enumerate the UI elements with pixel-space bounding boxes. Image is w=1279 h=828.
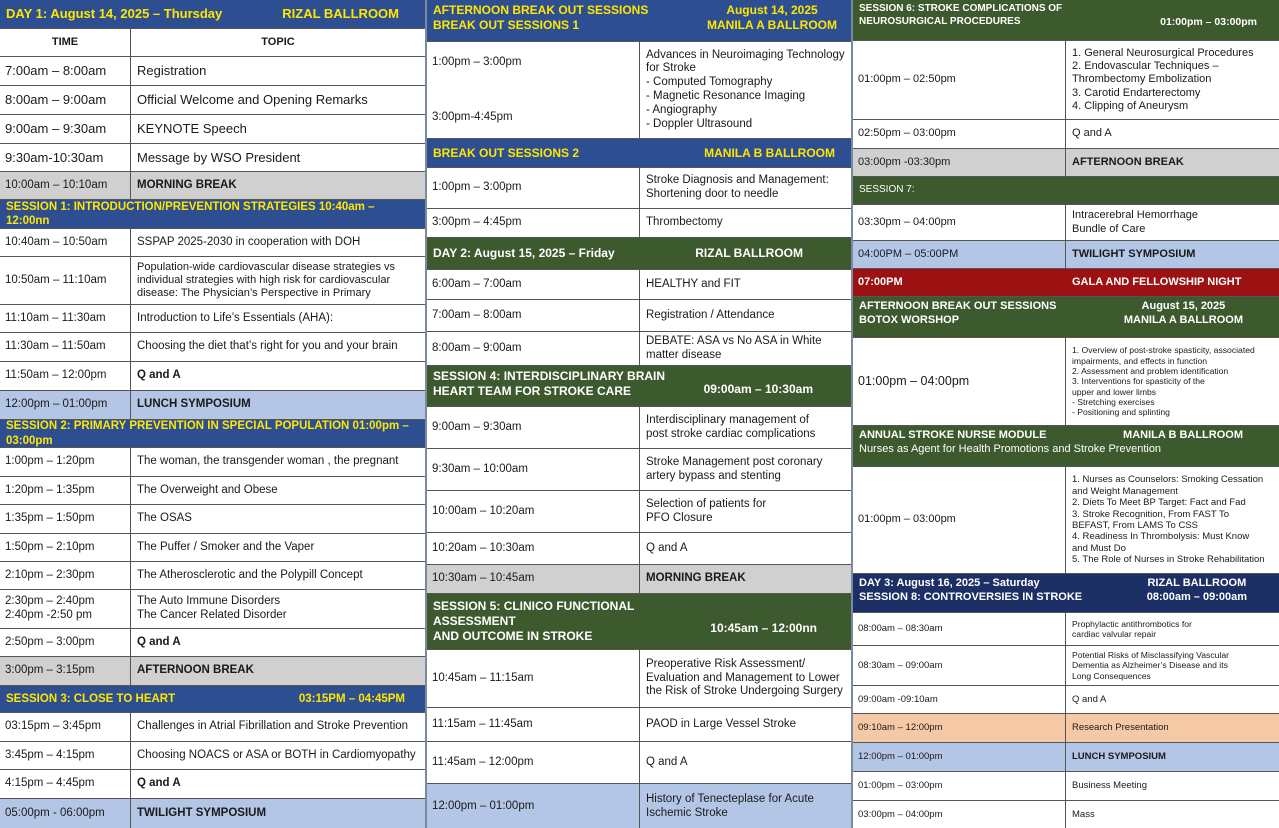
breakout2-header — [427, 139, 851, 168]
table-row — [427, 168, 851, 209]
table-row — [853, 646, 1279, 686]
table-header-row — [0, 29, 425, 57]
topic-cell: LUNCH SYMPOSIUM — [137, 398, 251, 411]
nurse-module-subtitle: Nurses as Agent for Health Promotions and Stroke Prevention — [859, 442, 1162, 455]
time-cell: 10:00am – 10:10am — [0, 172, 131, 199]
day1-title: DAY 1: August 14, 2025 – Thursday — [6, 5, 223, 21]
topic-cell: Prophylactic antithrombotics for cardiac valvular repair — [1072, 618, 1192, 639]
session1-header — [0, 200, 425, 229]
table-row — [427, 407, 851, 449]
topic-cell: Research Presentation — [1072, 722, 1169, 734]
table-row — [0, 713, 425, 742]
time-cell: 11:50am – 12:00pm — [0, 362, 131, 390]
time-cell: 04:00PM – 05:00PM — [853, 241, 1066, 268]
day3-venue: RIZAL BALLROOM 08:00am – 09:00am — [1146, 577, 1247, 603]
time-cell: 1:00pm – 3:00pm — [427, 168, 640, 208]
time-cell: 10:20am – 10:30am — [427, 533, 640, 564]
table-row — [0, 742, 425, 770]
lunch-row — [0, 391, 425, 420]
break-row — [853, 149, 1279, 177]
topic-cell: LUNCH SYMPOSIUM — [1072, 751, 1166, 763]
breakout1-header — [427, 0, 851, 42]
session2-header — [0, 420, 425, 448]
topic-cell: Interdisciplinary management of post stroke cardiac complications — [646, 413, 816, 440]
table-row — [427, 449, 851, 491]
session6-header — [853, 0, 1279, 41]
topic-cell: Q and A — [646, 541, 688, 554]
topic-cell: MORNING BREAK — [137, 178, 237, 191]
table-row — [853, 686, 1279, 714]
time-cell: 10:00am – 10:20am — [427, 491, 640, 532]
table-row — [427, 332, 851, 366]
session5-title: SESSION 5: CLINICO FUNCTIONAL ASSESSMENT AND OUTCOME IN STROKE — [433, 599, 635, 643]
time-cell: 03:15pm – 3:45pm — [0, 713, 131, 741]
topic-cell: Q and A — [137, 369, 181, 382]
time-cell: 1:00pm – 1:20pm — [0, 448, 131, 476]
table-row — [427, 708, 851, 742]
time-cell: 02:50pm – 03:00pm — [853, 120, 1066, 148]
table-row — [0, 770, 425, 799]
topic-cell: TWILIGHT SYMPOSIUM — [1072, 247, 1196, 260]
botox-venue: August 15, 2025 MANILA A BALLROOM — [1123, 300, 1243, 326]
topic-cell: History of Tenecteplase for Acute Ischemic Stroke — [646, 793, 814, 819]
time-cell: 10:40am – 10:50am — [0, 229, 131, 256]
topic-cell: KEYNOTE Speech — [137, 121, 247, 137]
time-cell: 03:00pm – 04:00pm — [853, 801, 1066, 828]
table-row — [853, 120, 1279, 149]
table-row — [0, 257, 425, 305]
time-cell: 1:00pm – 3:00pm 3:00pm-4:45pm — [427, 42, 640, 138]
day3-title: DAY 3: August 16, 2025 – Saturday SESSION 8: CONTROVERSIES IN STROKE — [859, 577, 1083, 603]
table-row — [427, 300, 851, 332]
table-row — [427, 209, 851, 238]
time-cell: 10:45am – 11:15am — [427, 650, 640, 707]
table-row — [0, 229, 425, 257]
table-row — [427, 650, 851, 708]
time-cell: 8:00am – 9:00am — [0, 86, 131, 114]
topic-cell: Challenges in Atrial Fibrillation and Stroke Prevention — [137, 720, 409, 733]
time-cell: 07:00PM — [853, 269, 1066, 296]
research-row — [853, 714, 1279, 743]
time-cell: 09:00am -09:10am — [853, 686, 1066, 713]
time-cell: 12:00pm – 01:00pm — [853, 743, 1066, 771]
time-cell: 03:00pm -03:30pm — [853, 149, 1066, 176]
table-row — [0, 305, 425, 333]
topic-cell: Introduction to Life’s Essentials (AHA): — [137, 311, 334, 324]
topic-cell: Q and A — [1072, 693, 1107, 705]
breakout2-venue: MANILA B BALLROOM — [704, 145, 835, 160]
time-cell: 11:30am – 11:50am — [0, 333, 131, 361]
table-row — [853, 338, 1279, 426]
time-cell: 03:30pm – 04:00pm — [853, 205, 1066, 240]
topic-cell: Population-wide cardiovascular disease strategies vs individual strategies with high risk for cardiovascular disease: The Physician’s Perspective in Primary — [137, 260, 396, 300]
nurse-module-title-row — [859, 429, 1273, 443]
table-row — [853, 205, 1279, 241]
topic-cell: Advances in Neuroimaging Technology for Stroke - Computed Tomography - Magnetic Resonance Imaging - Angiography - Doppler Ultrasound — [646, 48, 845, 130]
table-row — [427, 270, 851, 300]
nurse-module-title: ANNUAL STROKE NURSE MODULE — [859, 429, 1047, 441]
time-cell: 12:00pm – 01:00pm — [0, 391, 131, 419]
time-cell: 11:15am – 11:45am — [427, 708, 640, 741]
time-cell: 01:00pm – 03:00pm — [853, 772, 1066, 800]
session1-title: SESSION 1: INTRODUCTION/PREVENTION STRATEGIES 10:40am – 12:00nn — [6, 200, 375, 227]
topic-cell: Registration — [137, 63, 207, 79]
table-row — [0, 629, 425, 657]
topic-cell: MORNING BREAK — [646, 572, 746, 585]
table-row — [0, 448, 425, 477]
time-cell: 05:00pm - 06:00pm — [0, 799, 131, 828]
session7-title: SESSION 7: — [859, 184, 915, 196]
topic-cell: Stroke Diagnosis and Management: Shortening door to needle — [646, 174, 829, 200]
topic-cell: Selection of patients for PFO Closure — [646, 497, 767, 524]
topic-cell: Message by WSO President — [137, 149, 301, 165]
time-cell: 9:30am-10:30am — [0, 144, 131, 171]
topic-cell: Potential Risks of Misclassifying Vascular Dementia as Alzheimer’s Disease and its Long Consequences — [1072, 650, 1229, 681]
time-cell: 01:00pm – 04:00pm — [853, 338, 1066, 425]
session5-header — [427, 594, 851, 650]
topic-cell: 1. Overview of post-stroke spasticity, associated impairments, and effects in function 2. Assessment and problem identification 3. Interventions for spasticity of the upper and lower limbs - Stretching exercises - Positioning and splinting — [1072, 345, 1255, 418]
time-cell: 2:30pm – 2:40pm 2:40pm -2:50 pm — [0, 590, 131, 628]
table-row — [0, 333, 425, 362]
time-cell: 11:45am – 12:00pm — [427, 742, 640, 783]
table-row — [853, 613, 1279, 646]
day1-column — [0, 0, 427, 828]
session3-time: 03:15PM – 04:45PM — [298, 692, 405, 705]
day2-header — [427, 238, 851, 270]
time-cell: 1:35pm – 1:50pm — [0, 505, 131, 533]
day2-title: DAY 2: August 15, 2025 – Friday — [433, 246, 615, 260]
breakout1-venue: August 14, 2025 MANILA A BALLROOM — [707, 3, 837, 32]
topic-cell: Thrombectomy — [646, 216, 723, 229]
time-cell: 4:15pm – 4:45pm — [0, 770, 131, 798]
topic-cell: PAOD in Large Vessel Stroke — [646, 717, 796, 730]
col-topic-heading: TOPIC — [261, 35, 295, 48]
time-cell: 2:50pm – 3:00pm — [0, 629, 131, 656]
table-row — [0, 86, 425, 115]
table-row — [853, 467, 1279, 574]
topic-cell: DEBATE: ASA vs No ASA in White matter disease — [646, 334, 822, 361]
session2-title: SESSION 2: PRIMARY PREVENTION IN SPECIAL POPULATION 01:00pm – 03:00pm — [6, 420, 409, 447]
breakout1-title: AFTERNOON BREAK OUT SESSIONS BREAK OUT SESSIONS 1 — [433, 3, 649, 32]
time-cell: 01:00pm – 02:50pm — [853, 41, 1066, 119]
table-row — [427, 491, 851, 533]
session4-time: 09:00am – 10:30am — [703, 382, 813, 396]
gala-row — [853, 269, 1279, 297]
time-cell: 6:00am – 7:00am — [427, 270, 640, 299]
break-row — [0, 172, 425, 200]
table-row — [427, 533, 851, 565]
col-time-heading: TIME — [0, 29, 131, 56]
topic-cell: AFTERNOON BREAK — [137, 664, 254, 677]
table-row — [853, 801, 1279, 828]
symposium-row — [853, 241, 1279, 269]
day1-venue: RIZAL BALLROOM — [282, 5, 399, 21]
table-row — [0, 477, 425, 505]
time-cell: 09:10am – 12:00pm — [853, 714, 1066, 742]
session4-title: SESSION 4: INTERDISCIPLINARY BRAIN HEART TEAM FOR STROKE CARE — [433, 369, 666, 398]
day1-breakout-day2-column — [427, 0, 853, 828]
session6-title: SESSION 6: STROKE COMPLICATIONS OF NEUROSURGICAL PROCEDURES — [859, 3, 1063, 27]
time-cell: 2:10pm – 2:30pm — [0, 562, 131, 589]
time-cell: 1:50pm – 2:10pm — [0, 534, 131, 561]
table-row — [427, 742, 851, 784]
table-row — [427, 784, 851, 828]
time-cell: 9:30am – 10:00am — [427, 449, 640, 490]
time-cell: 12:00pm – 01:00pm — [427, 784, 640, 828]
topic-cell: The Puffer / Smoker and the Vaper — [137, 540, 315, 553]
symposium-row — [0, 799, 425, 828]
topic-cell: Choosing the diet that’s right for you and your brain — [137, 340, 398, 353]
break-row — [427, 565, 851, 594]
time-cell: 3:45pm – 4:15pm — [0, 742, 131, 769]
breakout2-title: BREAK OUT SESSIONS 2 — [433, 145, 580, 160]
time-cell: 9:00am – 9:30am — [427, 407, 640, 448]
time-cell: 10:30am – 10:45am — [427, 565, 640, 593]
table-row — [0, 505, 425, 534]
topic-cell: Q and A — [137, 777, 181, 790]
topic-cell: AFTERNOON BREAK — [1072, 155, 1184, 168]
topic-cell: The Auto Immune Disorders The Cancer Related Disorder — [137, 595, 287, 621]
time-cell: 08:00am – 08:30am — [853, 613, 1066, 645]
break-row — [0, 657, 425, 686]
time-cell: 3:00pm – 3:15pm — [0, 657, 131, 685]
time-cell: 01:00pm – 03:00pm — [853, 467, 1066, 573]
topic-cell: 1. General Neurosurgical Procedures 2. Endovascular Techniques – Thrombectomy Embolization 3. Carotid Endarterectomy 4. Clipping of Aneurysm — [1072, 47, 1254, 112]
topic-cell: The Overweight and Obese — [137, 483, 278, 496]
topic-cell: Business Meeting — [1072, 780, 1147, 792]
table-row — [0, 144, 425, 172]
topic-cell: The OSAS — [137, 512, 192, 525]
day2-venue: RIZAL BALLROOM — [695, 246, 803, 260]
topic-cell: Choosing NOACS or ASA or BOTH in Cardiomyopathy — [137, 748, 416, 761]
time-cell: 7:00am – 8:00am — [427, 300, 640, 331]
table-row — [0, 57, 425, 86]
time-cell: 11:10am – 11:30am — [0, 305, 131, 332]
session6-time: 01:00pm – 03:00pm — [1160, 16, 1257, 28]
time-cell: 7:00am – 8:00am — [0, 57, 131, 85]
session3-header — [0, 686, 425, 713]
topic-cell: Stroke Management post coronary artery bypass and stenting — [646, 455, 823, 482]
table-row — [0, 562, 425, 590]
nurse-module-header — [853, 426, 1279, 467]
day1-header — [0, 0, 425, 29]
time-cell: 1:20pm – 1:35pm — [0, 477, 131, 504]
session7-header — [853, 177, 1279, 205]
topic-cell: TWILIGHT SYMPOSIUM — [137, 806, 267, 819]
nurse-module-venue: MANILA B BALLROOM — [1123, 429, 1243, 441]
topic-cell: Preoperative Risk Assessment/ Evaluation and Management to Lower the Risk of Stroke Undergoing Surgery — [646, 657, 843, 698]
day2-day3-column — [853, 0, 1279, 828]
time-cell: 08:30am – 09:00am — [853, 646, 1066, 685]
time-cell: 9:00am – 9:30am — [0, 115, 131, 143]
table-row — [853, 772, 1279, 801]
table-row — [427, 42, 851, 139]
day3-header — [853, 574, 1279, 613]
topic-cell: The Atherosclerotic and the Polypill Concept — [137, 568, 363, 581]
table-row — [0, 362, 425, 391]
time-cell: 8:00am – 9:00am — [427, 332, 640, 365]
botox-header — [853, 297, 1279, 338]
table-row — [0, 590, 425, 629]
topic-cell: SSPAP 2025-2030 in cooperation with DOH — [137, 235, 361, 248]
topic-cell: HEALTHY and FIT — [646, 277, 741, 290]
topic-cell: Q and A — [646, 755, 688, 768]
topic-cell: Registration / Attendance — [646, 308, 775, 321]
topic-cell: Intracerebral Hemorrhage Bundle of Care — [1072, 209, 1198, 235]
botox-title: AFTERNOON BREAK OUT SESSIONS BOTOX WORSHOP — [859, 300, 1057, 326]
topic-cell: Q and A — [137, 635, 181, 648]
topic-cell: Mass — [1072, 809, 1095, 821]
time-cell: 3:00pm – 4:45pm — [427, 209, 640, 237]
topic-cell: GALA AND FELLOWSHIP NIGHT — [1072, 275, 1242, 288]
table-row — [853, 41, 1279, 120]
topic-cell: Official Welcome and Opening Remarks — [137, 92, 368, 108]
lunch-row — [853, 743, 1279, 772]
session4-header — [427, 366, 851, 407]
time-cell: 10:50am – 11:10am — [0, 257, 131, 304]
session5-time: 10:45am – 12:00nn — [710, 621, 817, 635]
topic-cell: The woman, the transgender woman , the pregnant — [137, 455, 399, 468]
table-row — [0, 115, 425, 144]
session3-title: SESSION 3: CLOSE TO HEART — [6, 692, 176, 705]
table-row — [0, 534, 425, 562]
topic-cell: Q and A — [1072, 127, 1112, 140]
topic-cell: 1. Nurses as Counselors: Smoking Cessation and Weight Management 2. Diets To Meet BP Target: Fact and Fad 3. Stroke Recognition, From FAST To BEFAST, From LAMS To CSS 4. Readiness In Thrombolysis: Must Know and Must Do 5. The Role of Nurses in Stroke Rehabilitation — [1072, 474, 1265, 566]
